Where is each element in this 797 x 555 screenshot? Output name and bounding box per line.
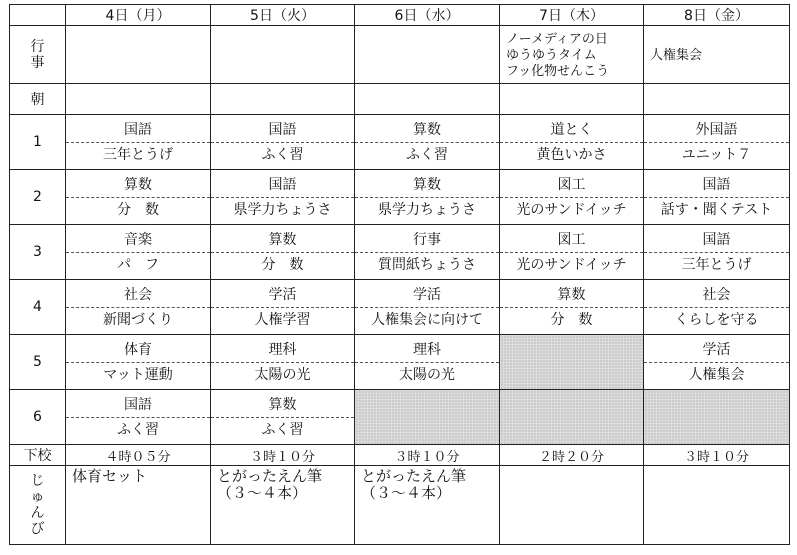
topic-label: ふく習	[261, 146, 304, 163]
topic-label: 三年とうげ	[103, 146, 173, 163]
day-header: 8日（金）	[644, 5, 790, 26]
morning-cell	[66, 84, 211, 115]
dismissal-time: ３時１０分	[644, 445, 790, 466]
period-row	[10, 115, 790, 170]
period-row	[10, 170, 790, 225]
dismissal-row	[10, 445, 790, 466]
lesson-cell	[211, 335, 355, 390]
subject-label: 算数	[355, 173, 499, 198]
preparation-text: 体育セット	[72, 467, 148, 485]
subject-label: 外国語	[644, 118, 789, 143]
lesson-cell	[644, 225, 790, 280]
no-class-cell	[644, 390, 790, 445]
dismissal-time: ２時２０分	[500, 445, 644, 466]
topic-label: 三年とうげ	[681, 256, 752, 273]
preparation-text: とがったえん筆 （３～４本）	[217, 467, 323, 502]
lesson-cell	[66, 335, 211, 390]
subject-label: 道とく	[500, 118, 643, 143]
subject-label: 学活	[211, 283, 354, 308]
lesson-cell	[66, 115, 211, 170]
topic-label: 太陽の光	[399, 366, 455, 383]
subject-label: 図工	[500, 228, 643, 253]
topic-label: 県学力ちょうさ	[378, 201, 476, 218]
lesson-cell	[355, 225, 500, 280]
lesson-cell	[211, 390, 355, 445]
no-class-cell	[355, 390, 500, 445]
period-number: 3	[10, 225, 66, 280]
dismissal-time: ４時０５分	[66, 445, 211, 466]
topic-label: ふく習	[261, 421, 304, 438]
lesson-cell	[211, 225, 355, 280]
period-number: 5	[10, 335, 66, 390]
preparation-cell	[66, 466, 211, 545]
topic-label: 人権学習	[254, 311, 311, 328]
event-text	[355, 54, 499, 56]
day-header: 5日（火）	[211, 5, 355, 26]
dismissal-row-label: 下校	[10, 445, 66, 466]
preparation-text: とがったえん筆 （３～４本）	[361, 467, 467, 502]
lesson-cell	[500, 170, 644, 225]
period-number: 1	[10, 115, 66, 170]
morning-cell	[500, 84, 644, 115]
topic-label: 新聞づくり	[103, 311, 173, 328]
topic-label: 県学力ちょうさ	[233, 201, 332, 218]
lesson-cell	[66, 390, 211, 445]
period-row	[10, 335, 790, 390]
lesson-cell	[211, 115, 355, 170]
lesson-cell	[66, 280, 211, 335]
morning-cell	[211, 84, 355, 115]
subject-label: 国語	[66, 393, 210, 418]
event-cell	[211, 26, 355, 84]
no-class-cell	[500, 390, 644, 445]
morning-cell	[355, 84, 500, 115]
subject-label: 国語	[644, 173, 789, 198]
lesson-cell	[500, 280, 644, 335]
event-cell	[500, 26, 644, 84]
subject-label: 図工	[500, 173, 643, 198]
subject-label: 算数	[66, 173, 210, 198]
event-text: ノーメディアの日 ゆうゆうタイム フッ化物せんこう	[506, 31, 610, 79]
morning-row	[10, 84, 790, 115]
period-row	[10, 225, 790, 280]
subject-label: 国語	[211, 173, 354, 198]
lesson-cell	[644, 335, 790, 390]
subject-label: 国語	[211, 118, 354, 143]
events-row	[10, 26, 790, 84]
subject-label: 学活	[355, 283, 499, 308]
lesson-cell	[355, 115, 500, 170]
event-cell	[644, 26, 790, 84]
corner-cell	[10, 5, 66, 26]
topic-label: ふく習	[406, 146, 448, 163]
lesson-cell	[500, 115, 644, 170]
subject-label: 行事	[355, 228, 499, 253]
topic-label: 分 数	[261, 256, 304, 273]
dismissal-time: ３時１０分	[355, 445, 500, 466]
subject-label: 国語	[644, 228, 789, 253]
lesson-cell	[355, 170, 500, 225]
row-label-text: じゅんび	[30, 473, 45, 537]
topic-label: 太陽の光	[254, 366, 311, 383]
events-row-label	[10, 26, 66, 84]
topic-label: 人権集会	[688, 366, 745, 383]
topic-label: ユニット７	[681, 146, 752, 163]
subject-label: 算数	[211, 393, 354, 418]
lesson-cell	[211, 280, 355, 335]
preparation-cell	[644, 466, 790, 545]
schedule-body	[10, 26, 790, 545]
day-header-row	[10, 5, 790, 26]
topic-label: 分 数	[550, 311, 593, 328]
topic-label: マット運動	[103, 366, 173, 383]
day-header: 6日（水）	[355, 5, 500, 26]
lesson-cell	[644, 280, 790, 335]
event-text	[211, 54, 354, 56]
subject-label: 算数	[500, 283, 643, 308]
lesson-cell	[66, 225, 211, 280]
preparation-cell	[211, 466, 355, 545]
period-number: 4	[10, 280, 66, 335]
period-number: 6	[10, 390, 66, 445]
lesson-cell	[644, 115, 790, 170]
topic-label: 黄色いかさ	[536, 146, 607, 163]
preparation-row-label	[10, 466, 66, 545]
preparation-row	[10, 466, 790, 545]
lesson-cell	[355, 280, 500, 335]
subject-label: 社会	[66, 283, 210, 308]
topic-label: ふく習	[117, 421, 159, 438]
event-cell	[355, 26, 500, 84]
lesson-cell	[644, 170, 790, 225]
lesson-cell	[211, 170, 355, 225]
subject-label: 音楽	[66, 228, 210, 253]
day-header: 7日（木）	[500, 5, 644, 26]
subject-label: 社会	[644, 283, 789, 308]
subject-label: 学活	[644, 338, 789, 363]
no-class-cell	[500, 335, 644, 390]
event-text	[66, 54, 210, 56]
topic-label: 人権集会に向けて	[371, 311, 483, 328]
weekly-schedule-table	[9, 4, 790, 545]
morning-row-label: 朝	[10, 84, 66, 115]
topic-label: くらしを守る	[674, 311, 759, 328]
event-text: 人権集会	[650, 47, 703, 63]
lesson-cell	[355, 335, 500, 390]
topic-label: 分 数	[117, 201, 159, 218]
preparation-text	[500, 466, 643, 468]
period-row	[10, 390, 790, 445]
subject-label: 国語	[66, 118, 210, 143]
topic-label: 光のサンドイッチ	[516, 256, 627, 273]
lesson-cell	[500, 225, 644, 280]
topic-label: 質問紙ちょうさ	[378, 256, 476, 273]
topic-label: 話す・聞くテスト	[660, 201, 773, 218]
subject-label: 理科	[355, 338, 499, 363]
morning-cell	[644, 84, 790, 115]
topic-label: パ フ	[117, 256, 159, 273]
day-header: 4日（月）	[66, 5, 211, 26]
period-row	[10, 280, 790, 335]
preparation-cell	[500, 466, 644, 545]
subject-label: 理科	[211, 338, 354, 363]
subject-label: 算数	[355, 118, 499, 143]
dismissal-time: ３時１０分	[211, 445, 355, 466]
lesson-cell	[66, 170, 211, 225]
subject-label: 算数	[211, 228, 354, 253]
period-number: 2	[10, 170, 66, 225]
event-cell	[66, 26, 211, 84]
preparation-cell	[355, 466, 500, 545]
topic-label: 光のサンドイッチ	[516, 201, 627, 218]
row-label-text: 行事	[30, 38, 45, 71]
preparation-text	[644, 466, 789, 468]
subject-label: 体育	[66, 338, 210, 363]
